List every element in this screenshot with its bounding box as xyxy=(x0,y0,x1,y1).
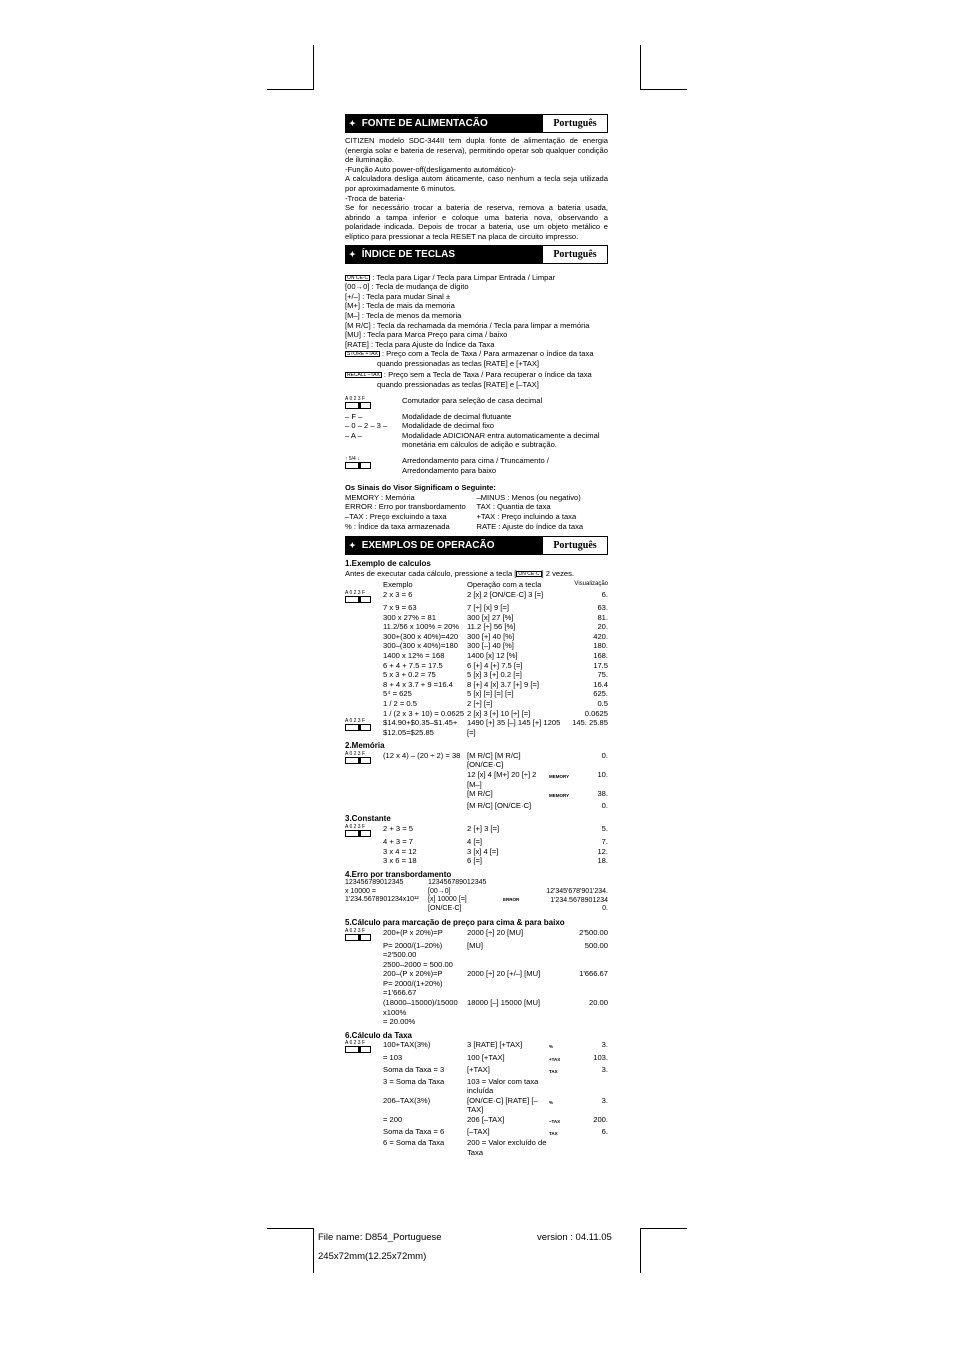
table-row xyxy=(345,1065,608,1077)
switch-cell xyxy=(345,603,383,613)
table-row xyxy=(345,789,608,801)
table-row xyxy=(345,603,608,613)
mode-row: – 0 – 2 – 3 – Modalidade de decimal fixo xyxy=(345,421,495,431)
example-cell: = 20.00% xyxy=(383,1017,416,1027)
display-value: 420. xyxy=(593,631,608,641)
operation-cell: 11.2 [÷] 56 [%] xyxy=(467,622,516,632)
operation-cell: 206 [–TAX] xyxy=(467,1115,505,1124)
switch-label: A 0 2 3 F xyxy=(345,589,366,596)
sign-desc: +TAX : Preço incluindo a taxa xyxy=(476,512,577,521)
switch-cell xyxy=(345,751,383,770)
switch-cell xyxy=(345,670,383,680)
example-cell: 7 x 9 = 63 xyxy=(383,602,417,612)
key-desc-on: ON CE·C : Tecla para Ligar / Tecla para Limpar Entrada / Limpar xyxy=(347,272,556,282)
operation-cell: 2000 [÷] 20 [+/–] [MU] xyxy=(467,969,541,979)
key-desc: [00→0] : Tecla de mudança de dígito xyxy=(345,282,469,292)
switch-label: A 0 2 3 F xyxy=(345,718,366,725)
manual-page xyxy=(345,114,608,1157)
table-row xyxy=(345,969,608,979)
switch-cell xyxy=(345,699,383,709)
example-cell: 200+(P x 20%)=P xyxy=(383,927,443,937)
switch-cell xyxy=(345,1077,383,1096)
operation-cell: 6 [=] xyxy=(467,856,482,866)
table-row xyxy=(345,661,608,671)
sign-desc: –TAX : Preço excluindo a taxa xyxy=(345,512,447,521)
example-cell xyxy=(383,801,467,811)
calc-table xyxy=(345,590,608,737)
decimal-switch-icon xyxy=(345,590,371,603)
operation-cell: 200 = Valor excluído de Taxa xyxy=(467,1138,547,1157)
indicator-cell: TAX xyxy=(549,1069,558,1075)
table-row xyxy=(345,1077,608,1096)
table-row xyxy=(345,941,608,960)
key-desc-recall-cont: quando pressionadas as teclas [RATE] e [–TAX] xyxy=(377,380,539,390)
sign-desc: –MINUS : Menos (ou negativo) xyxy=(476,492,581,502)
display-value: 2'500.00 xyxy=(579,927,608,937)
table-row xyxy=(345,824,608,837)
display-value: 17.5 xyxy=(593,660,608,670)
rounding-switch-row: ↑ 5/4 ↓ Arredondamento para cima / Truncamento / Arredondamento para baixo xyxy=(345,456,549,475)
example-cell: 8 + 4 x 3.7 + 9 =16.4 xyxy=(383,679,453,689)
switch-cell xyxy=(345,1115,383,1127)
operation-cell: [M R/C] xyxy=(467,789,493,799)
operation-cell: 2 [÷] [=] xyxy=(467,698,493,708)
switch-cell xyxy=(345,770,383,789)
table-row xyxy=(345,837,608,847)
language-label: Português xyxy=(542,536,608,555)
mode-row: – A – Modalidade ADICIONAR entra automaticamente a decimal monetária em cálculos de adição e subtração. xyxy=(345,430,600,450)
example-cell: 3 = Soma da Taxa xyxy=(383,1076,445,1086)
example-cell: 1 / 2 = 0.5 xyxy=(383,698,417,708)
switch-label: A 0 2 3 F xyxy=(345,927,366,934)
example-title: 4.Erro por transbordamento xyxy=(345,869,452,879)
example-cell: = 200 xyxy=(383,1115,403,1124)
operation-cell: 2000 [÷] 20 [MU] xyxy=(467,927,524,937)
example-cell: 6 = Soma da Taxa xyxy=(383,1138,445,1148)
display-value: 0.0625 xyxy=(584,708,608,718)
table-row xyxy=(345,641,608,651)
operation-cell: 1400 [x] 12 [%] xyxy=(467,650,518,660)
switch-cell xyxy=(345,709,383,719)
table-row xyxy=(345,1017,608,1027)
table-row xyxy=(345,622,608,632)
indicator-cell xyxy=(549,751,571,770)
operation-cell: 2 [+] 3 [=] xyxy=(467,824,500,834)
operation-cell: [M R/C] [ON/CE·C] xyxy=(467,800,532,810)
example-cell: 5⁴ = 625 xyxy=(383,689,412,699)
sign-desc: ERROR : Erro por transbordamento xyxy=(345,502,466,512)
switch-cell xyxy=(345,689,383,699)
example-title: 5.Cálculo para marcação de preço para cima & para baixo xyxy=(345,917,565,927)
switch-cell xyxy=(345,661,383,671)
power-paragraph: -Troca de bateria- xyxy=(345,193,406,203)
example-intro: Antes de executar cada cálculo, pressione a tecla [ ON CE·C ] 2 vezes. xyxy=(345,568,575,578)
key-desc: [MU] : Tecla para Marca Preço para cima / baixo xyxy=(345,330,508,340)
switch-label: A 0 2 3 F xyxy=(345,1040,366,1047)
display-value: 3. xyxy=(601,1040,608,1050)
tax-table xyxy=(345,1040,608,1157)
rounding-switch-icon: ↑ 5/4 ↓ xyxy=(345,456,371,469)
display-value xyxy=(571,1138,608,1157)
language-label: Português xyxy=(542,245,608,264)
error-indicator: ERROR xyxy=(503,897,520,903)
footer-filename: File name: D854_Portuguese xyxy=(318,1232,442,1243)
switch-cell xyxy=(345,1040,383,1053)
display-value: 3. xyxy=(601,1095,608,1105)
switch-cell xyxy=(345,960,383,970)
section-title: FONTE DE ALIMENTACÃO xyxy=(361,118,488,129)
indicator-cell xyxy=(549,801,571,811)
memory-table xyxy=(345,751,608,811)
table-row xyxy=(345,590,608,603)
display-value: 180. xyxy=(593,641,608,651)
example-cell: P= 2000/(1–20%) =2'500.00 xyxy=(383,940,443,960)
operation-cell: 5 [x] 3 [+] 0.2 [=] xyxy=(467,670,522,680)
switch-cell xyxy=(345,1127,383,1139)
power-paragraph: Se for necessário trocar a bateria de reserva, remova a bateria usada, abrindo a tampa inferior e coloque uma bateria nova, observando a polaridade indicada. Depois de trocar a bateria, use um objeto metálico e elíptico para pressionar a tecla RESET na placa de circuito impresso. xyxy=(345,203,608,241)
display-value: 200. xyxy=(593,1115,608,1124)
display-value: 81. xyxy=(597,612,608,622)
display-value: 3. xyxy=(601,1065,608,1075)
switch-cell xyxy=(345,1017,383,1027)
recall-key-icon: RECALL –TAX xyxy=(347,372,380,379)
operation-cell: 3 [x] 4 [=] xyxy=(467,846,499,856)
switch-box xyxy=(345,934,371,941)
table-row xyxy=(345,1127,608,1139)
crop-mark xyxy=(640,89,687,90)
switch-cell xyxy=(345,590,383,603)
language-label: Português xyxy=(542,114,608,133)
example-cell: Soma da Taxa = 6 xyxy=(383,1126,445,1136)
table-row xyxy=(345,998,608,1017)
store-key-icon: STORE +TAX xyxy=(347,351,378,358)
example-cell: 2 x 3 = 6 xyxy=(383,589,413,599)
constant-table xyxy=(345,824,608,866)
operation-cell: [MU] xyxy=(467,940,484,950)
switch-cell xyxy=(345,680,383,690)
operation-cell: [M R/C] [M R/C] [ON/CE·C] xyxy=(467,750,521,770)
display-value: 145. 25.85 xyxy=(572,718,608,728)
indicator-cell: % xyxy=(549,1099,554,1105)
example-cell: 3 x 4 = 12 xyxy=(383,846,417,856)
display-value: 6. xyxy=(601,1126,608,1136)
operation-cell: 2 [x] 3 [+] 10 [÷] [=] xyxy=(467,708,531,718)
star-icon: ✦ xyxy=(349,541,356,551)
crop-mark xyxy=(313,1228,314,1273)
table-row xyxy=(345,699,608,709)
table-row xyxy=(345,1053,608,1065)
example-cell: (12 x 4) – (20 ÷ 2) = 38 xyxy=(383,750,461,760)
switch-cell xyxy=(345,622,383,632)
key-desc-store: STORE +TAX : Preço com a Tecla de Taxa / Para armazenar o índice da taxa xyxy=(347,349,594,359)
display-value: 75. xyxy=(597,670,608,680)
sign-desc: MEMORY : Memória xyxy=(345,492,415,502)
example-cell xyxy=(383,789,467,801)
example-cell xyxy=(383,770,467,789)
operation-cell xyxy=(467,960,567,970)
sign-desc: % : Índice da taxa armazenada xyxy=(345,521,450,531)
sign-desc: TAX : Quantia de taxa xyxy=(476,502,551,512)
key-desc: [+/–] : Tecla para mudar Sinal ± xyxy=(345,291,451,301)
switch-cell xyxy=(345,1053,383,1065)
on-key-icon: ON CE·C xyxy=(518,570,540,577)
example-cell: 3 x 6 = 18 xyxy=(383,856,417,866)
operation-cell: 12 [x] 4 [M+] 20 [÷] 2 [M–] xyxy=(467,770,537,789)
decimal-switch-icon xyxy=(345,1040,371,1053)
display-value: 38. xyxy=(597,789,608,799)
example-cell: 2 + 3 = 5 xyxy=(383,824,413,834)
display-value: 18. xyxy=(597,856,608,866)
display-value: 0. xyxy=(601,750,608,760)
table-row xyxy=(345,613,608,623)
display-value: 63. xyxy=(597,602,608,612)
display-value xyxy=(571,1077,608,1096)
decimal-switch-icon: A 0 2 3 F xyxy=(345,396,371,409)
switch-label: A 0 2 3 F xyxy=(345,824,366,831)
example-title: 1.Exemplo de calculos xyxy=(345,559,431,569)
indicator-cell xyxy=(549,1138,571,1157)
indicator-cell: MEMORY xyxy=(549,774,570,780)
table-row xyxy=(345,670,608,680)
display-value: 20.00 xyxy=(588,998,608,1008)
table-row xyxy=(345,689,608,699)
operation-cell: 4 [=] xyxy=(467,837,482,847)
table-row xyxy=(345,1040,608,1053)
operation-cell: 5 [x] [=] [=] [=] xyxy=(467,689,514,699)
display-value: 10. xyxy=(597,770,608,780)
display-value xyxy=(567,960,608,970)
table-row xyxy=(345,751,608,770)
indicator-cell: MEMORY xyxy=(549,793,570,799)
example-cell: 11.2/56 x 100% = 20% xyxy=(383,622,460,632)
power-paragraph: CITIZEN modelo SDC-344II tem dupla fonte de alimentação de energia (energia solar e bateria de reserva), permitindo operar sob qualquer condição de iluminação. xyxy=(345,136,608,165)
example-cell: 4 + 3 = 7 xyxy=(383,837,413,847)
example-cell: 6 + 4 + 7.5 = 17.5 xyxy=(383,660,443,670)
example-cell: 2500–2000 = 500.00 xyxy=(383,959,453,969)
operation-cell: 7 [÷] [x] 9 [=] xyxy=(467,602,509,612)
display-value: 0. xyxy=(601,800,608,810)
key-desc: [M R/C] : Tecla da rechamada da memória / Tecla para limpar a memória xyxy=(345,320,590,330)
table-row xyxy=(345,801,608,811)
table-row xyxy=(345,651,608,661)
operation-cell: 1490 [+] 35 [–] 145 [+] 1205 [=] xyxy=(467,718,561,737)
example-title: 6.Cálculo da Taxa xyxy=(345,1030,412,1040)
table-row xyxy=(345,1138,608,1157)
display-value xyxy=(567,979,608,998)
display-value: 20. xyxy=(597,622,608,632)
example-cell: 1 / (2 x 3 + 10) = 0.0625 xyxy=(383,708,465,718)
section-header-power xyxy=(345,114,608,133)
overflow-block: 123456789012345 x 10000 = 1'234.5678901234x10¹² 123456789012345 [00→0] [x] 10000 [=] [ON/CE·C] ERROR 12'345'678'901'234. 1'234.5678901234 0. xyxy=(345,879,608,913)
table-row xyxy=(345,770,608,789)
switch-cell xyxy=(345,1065,383,1077)
section-header-keys xyxy=(345,245,608,264)
switch-cell xyxy=(345,856,383,866)
switch-cell xyxy=(345,1096,383,1115)
footer-size: 245x72mm(12.25x72mm) xyxy=(318,1251,427,1262)
power-paragraph: -Função Auto power-off(desligamento automático)- xyxy=(345,164,516,174)
table-row xyxy=(345,856,608,866)
table-row xyxy=(345,680,608,690)
section-title: EXEMPLOS DE OPERACÃO xyxy=(361,540,495,552)
table-row xyxy=(345,847,608,857)
indicator-cell: –TAX xyxy=(549,1119,561,1124)
operation-cell xyxy=(467,1017,567,1027)
switch-cell xyxy=(345,969,383,979)
markup-table xyxy=(345,928,608,1027)
indicator-cell: % xyxy=(549,1044,554,1050)
example-title: 3.Constante xyxy=(345,814,391,824)
table-row xyxy=(345,960,608,970)
table-row xyxy=(345,718,608,737)
operation-cell: 300 [+] 40 [%] xyxy=(467,631,515,641)
display-value: 7. xyxy=(601,837,608,847)
operation-cell: 103 = Valor com taxa incluída xyxy=(467,1076,539,1096)
operation-cell: [+TAX] xyxy=(467,1065,490,1075)
section-title: ÍNDICE DE TECLAS xyxy=(361,248,456,260)
display-value xyxy=(567,1017,608,1027)
star-icon: ✦ xyxy=(349,119,356,128)
switch-cell xyxy=(345,613,383,623)
example-cell: 300 x 27% = 81 xyxy=(383,612,436,622)
table-row xyxy=(345,1115,608,1127)
operation-cell: 2 [x] 2 [ON/CE·C] 3 [=] xyxy=(467,589,544,599)
switch-box xyxy=(345,1046,371,1053)
operation-cell: 300 [–] 40 [%] xyxy=(467,641,514,651)
decimal-switch-row: A 0 2 3 F Comutador para seleção de casa decimal xyxy=(345,396,608,409)
display-value: 6. xyxy=(601,589,608,599)
switch-cell xyxy=(345,641,383,651)
indicator-cell xyxy=(549,1077,571,1096)
display-value: 12. xyxy=(597,846,608,856)
switch-cell xyxy=(345,979,383,998)
operation-cell: [ON/CE·C] [RATE] [–TAX] xyxy=(467,1095,538,1115)
switch-cell xyxy=(345,1138,383,1157)
switch-cell xyxy=(345,651,383,661)
example-cell: 300–(300 x 40%)=180 xyxy=(383,641,458,651)
display-value: 16.4 xyxy=(593,679,608,689)
operation-cell: 300 [x] 27 [%] xyxy=(467,612,514,622)
switch-cell xyxy=(345,824,383,837)
switch-cell xyxy=(345,789,383,801)
footer-version: version : 04.11.05 xyxy=(537,1232,612,1243)
table-row xyxy=(345,709,608,719)
display-value: 168. xyxy=(593,650,608,660)
switch-box xyxy=(345,830,371,837)
key-desc: [M–] : Tecla de menos da memoria xyxy=(345,310,462,320)
switch-box xyxy=(345,596,371,603)
example-title: 2.Memória xyxy=(345,741,385,751)
section-header-examples xyxy=(345,536,608,555)
display-value: 500.00 xyxy=(584,940,608,950)
operation-cell xyxy=(467,979,567,998)
key-desc-recall: RECALL –TAX : Preço sem a Tecla de Taxa / Para recuperar o índice da taxa xyxy=(347,370,592,380)
key-desc: [RATE] : Tecla para Ajuste do Índice da Taxa xyxy=(345,339,495,349)
crop-mark xyxy=(640,45,641,90)
operation-cell: 18000 [–] 15000 [MU] xyxy=(467,998,541,1008)
decimal-switch-icon xyxy=(345,751,371,764)
switch-box xyxy=(345,757,371,764)
switch-cell xyxy=(345,837,383,847)
example-cell: = 103 xyxy=(383,1053,403,1063)
display-value: 103. xyxy=(593,1053,608,1063)
example-cell: 100+TAX(3%) xyxy=(383,1040,431,1050)
switch-cell xyxy=(345,998,383,1017)
example-cell: P= 2000/(1+20%) =1'666.67 xyxy=(383,978,443,998)
switch-cell xyxy=(345,847,383,857)
key-desc-store-cont: quando pressionadas as teclas [RATE] e [+TAX] xyxy=(377,358,540,368)
power-paragraph: A calculadora desliga autom áticamente, caso nenhum a tecla seja utilizada por aproximadamente 6 minutos. xyxy=(345,174,608,193)
switch-label: A 0 2 3 F xyxy=(345,750,366,757)
switch-cell xyxy=(345,718,383,737)
switch-box xyxy=(345,724,371,731)
table-row xyxy=(345,1096,608,1115)
operation-cell: 100 [+TAX] xyxy=(467,1053,505,1063)
crop-mark xyxy=(313,45,314,90)
operation-cell: 6 [+] 4 [+] 7.5 [=] xyxy=(467,660,523,670)
display-value: 0.5 xyxy=(597,698,608,708)
decimal-switch-icon xyxy=(345,928,371,941)
example-cell: 5 x 3 + 0.2 = 75 xyxy=(383,670,436,680)
display-value: 5. xyxy=(601,824,608,834)
example-cell: $14.90+$0.35–$1.45+ $12.05=$25.85 xyxy=(383,718,458,737)
decimal-switch-icon xyxy=(345,824,371,837)
table-header: Exemplo Operação com a tecla Visualização xyxy=(383,580,608,590)
crop-mark xyxy=(640,1228,641,1273)
signs-title: Os Sinais do Visor Significam o Seguinte: xyxy=(345,483,496,493)
example-cell: 1400 x 12% = 168 xyxy=(383,650,445,660)
table-row xyxy=(345,979,608,998)
example-cell: Soma da Taxa = 3 xyxy=(383,1065,445,1075)
operation-cell: 3 [RATE] [+TAX] xyxy=(467,1040,523,1050)
on-key-icon: ON CE·C xyxy=(347,274,369,281)
indicator-cell: TAX xyxy=(549,1130,558,1136)
display-value: 1'666.67 xyxy=(579,969,608,979)
star-icon: ✦ xyxy=(349,249,356,259)
sign-desc: RATE : Ajuste do índice da taxa xyxy=(476,521,584,531)
crop-mark xyxy=(640,1228,687,1229)
table-row xyxy=(345,632,608,642)
crop-mark xyxy=(267,1228,314,1229)
display-value: 625. xyxy=(593,689,608,699)
example-cell: 200–(P x 20%)=P xyxy=(383,969,443,979)
switch-cell xyxy=(345,632,383,642)
mode-row: – F – Modalidade de decimal flutuante xyxy=(345,411,512,421)
key-desc: [M+] : Tecla de mais da memoria xyxy=(345,301,455,311)
operation-cell: [–TAX] xyxy=(467,1126,490,1136)
example-cell: 206–TAX(3%) xyxy=(383,1095,431,1105)
switch-cell xyxy=(345,801,383,811)
table-row xyxy=(345,928,608,941)
indicator-cell: +TAX xyxy=(549,1057,561,1063)
switch-cell xyxy=(345,941,383,960)
example-cell: (18000–15000)/15000 x100% xyxy=(383,998,458,1017)
example-cell: 300+(300 x 40%)=420 xyxy=(383,631,459,641)
decimal-switch-icon xyxy=(345,718,371,731)
crop-mark xyxy=(267,89,314,90)
operation-cell: 8 [+] 4 [x] 3.7 [+] 9 [=] xyxy=(467,679,539,689)
switch-cell xyxy=(345,928,383,941)
